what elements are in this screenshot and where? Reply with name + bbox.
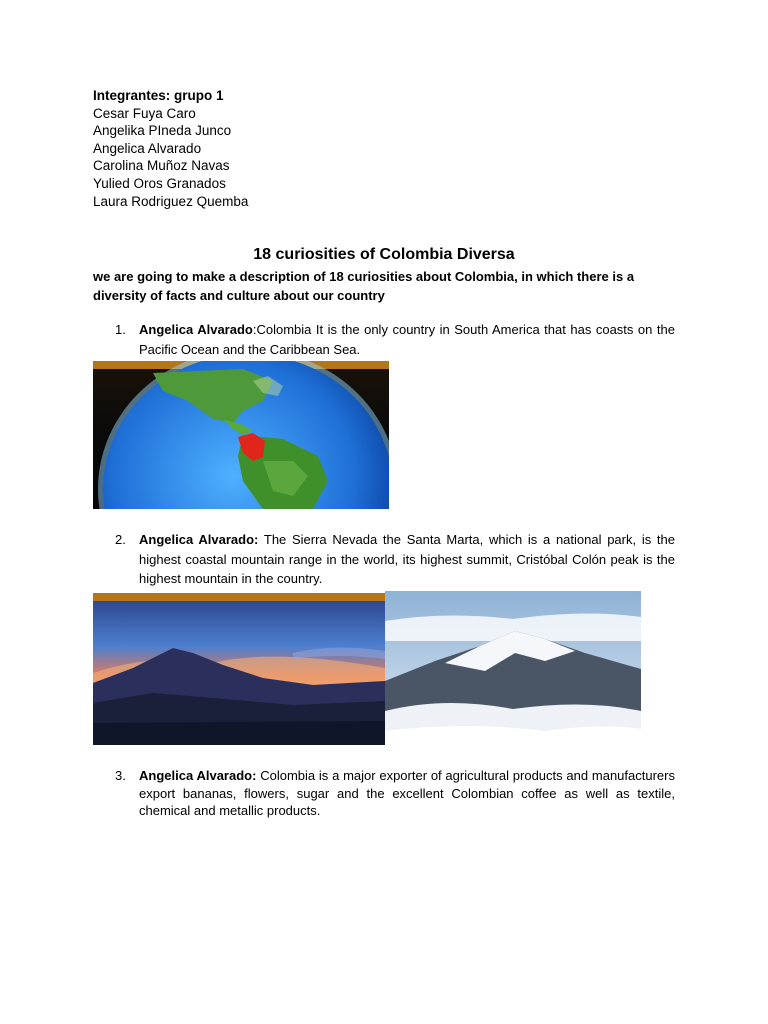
item-author: Angelica Alvarado [139, 322, 253, 337]
list-item [115, 767, 675, 820]
item-body [139, 767, 675, 820]
item-text: Colombia is a major exporter of agricultural products and manufacturers export bananas, flowers, sugar and the excellent Colombian coffee as well as textile, chemical and metallic products. [139, 768, 675, 818]
item-number: 2. [115, 532, 126, 547]
member-name: Angelica Alvarado [93, 140, 202, 156]
member-name: Carolina Muñoz Navas [93, 158, 230, 174]
item-text: The Sierra Nevada the Santa Marta, which is a national park, is the highest coastal mountain range in the world, its highest summit, Cristóbal Colón peak is the highest mountain in the country. [139, 532, 675, 586]
sunset-mountain-image [93, 593, 385, 745]
item-body [139, 530, 675, 589]
item-body [139, 320, 675, 359]
item-text: :Colombia It is the only country in South America that has coasts on the Pacific Ocean and the Caribbean Sea. [139, 322, 675, 357]
group-members [93, 87, 248, 210]
member-name: Angelika PIneda Junco [93, 123, 232, 139]
item-number: 1. [115, 322, 126, 337]
member-name: Laura Rodriguez Quemba [93, 193, 249, 209]
page-title: 18 curiosities of Colombia Diversa [253, 246, 515, 263]
snowy-peak-image [385, 591, 641, 745]
members-heading: Integrantes: grupo 1 [93, 88, 224, 103]
member-name: Cesar Fuya Caro [93, 105, 196, 121]
globe-image [93, 361, 389, 509]
list-item [115, 530, 675, 589]
item-author: Angelica Alvarado: [139, 768, 257, 783]
item-author: Angelica Alvarado: [139, 532, 259, 547]
intro-paragraph: we are going to make a description of 18 curiosities about Colombia, in which there is a diversity of facts and culture about our country [93, 269, 635, 303]
member-name: Yulied Oros Granados [93, 175, 226, 191]
item-number: 3. [115, 768, 126, 783]
list-item [115, 320, 675, 359]
